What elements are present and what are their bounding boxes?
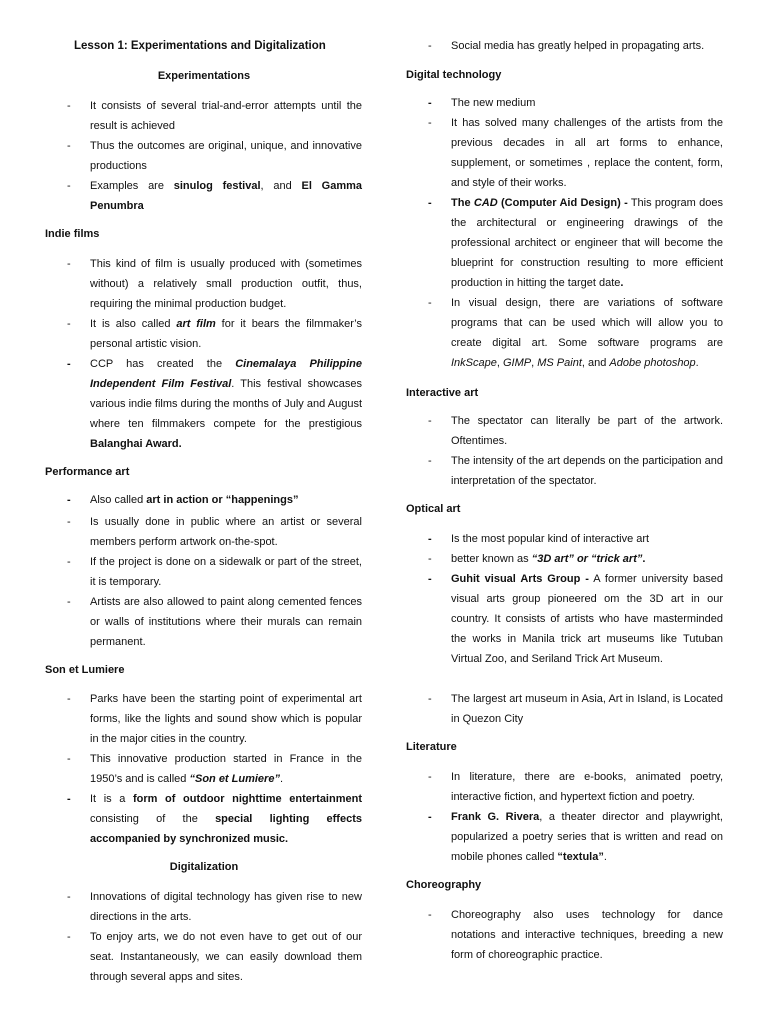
heading-indie-films: Indie films xyxy=(45,228,100,240)
heading-literature: Literature xyxy=(406,741,457,753)
heading-digital-technology: Digital technology xyxy=(406,69,502,81)
heading-choreography: Choreography xyxy=(406,879,482,891)
heading-interactive-art: Interactive art xyxy=(406,387,479,399)
heading-optical-art: Optical art xyxy=(406,503,461,515)
section-title-digitalization: Digitalization xyxy=(169,861,239,873)
heading-performance-art: Performance art xyxy=(45,466,130,478)
heading-son-et-lumiere: Son et Lumiere xyxy=(45,664,125,676)
section-title-experimentations: Experimentations xyxy=(157,70,251,82)
lesson-title: Lesson 1: Experimentations and Digitalization xyxy=(74,40,326,52)
